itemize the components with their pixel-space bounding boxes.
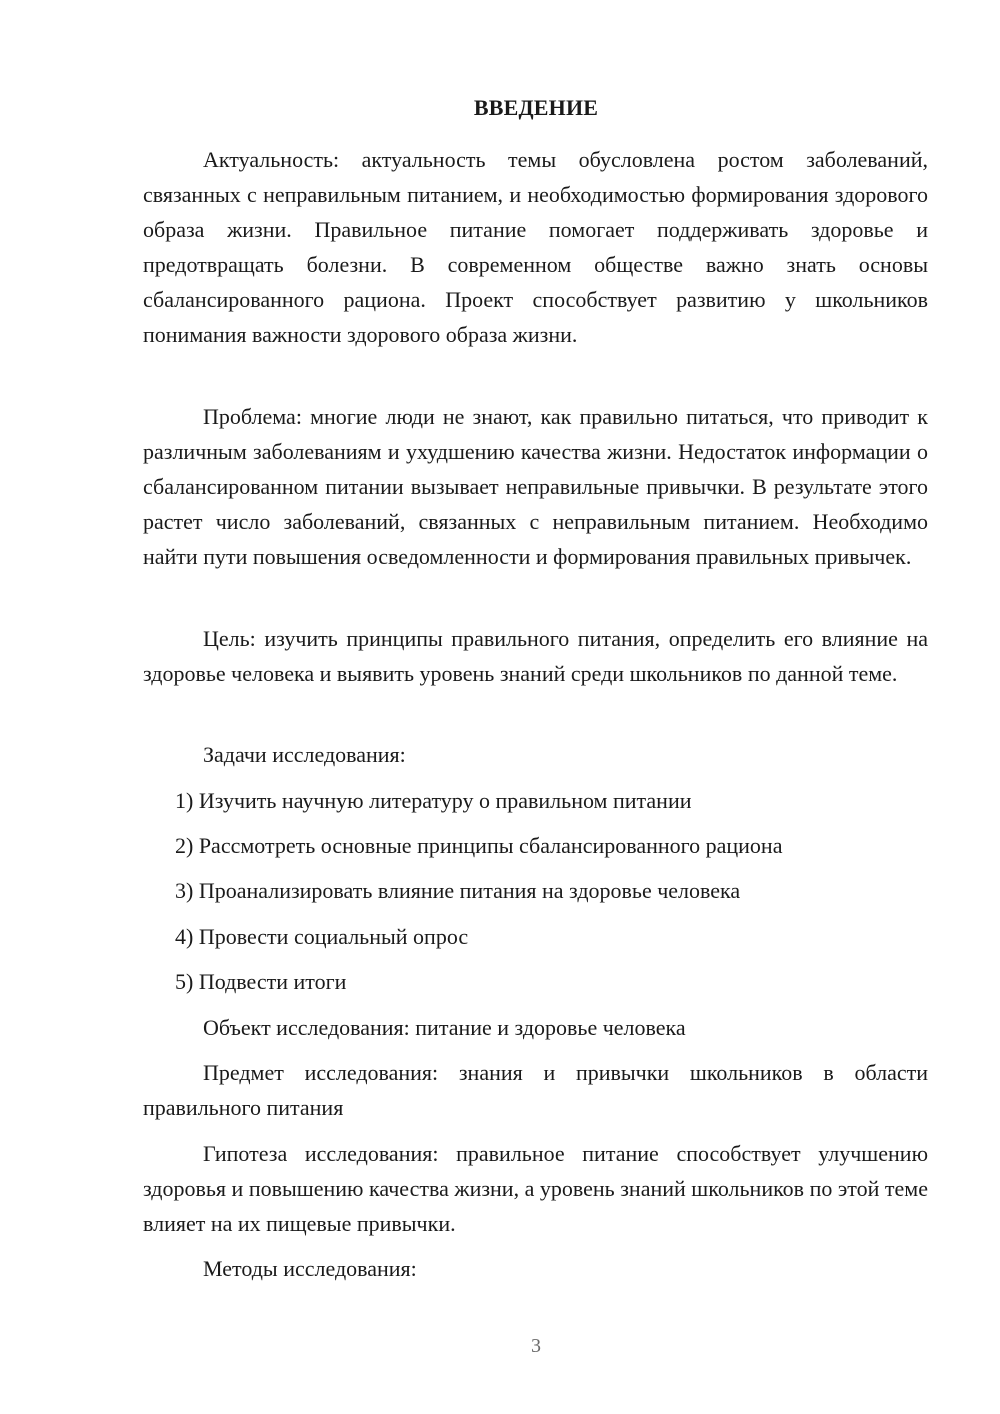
tasks-title: Задачи исследования: xyxy=(203,742,406,767)
list-item: 2) Рассмотреть основные принципы сбалансированного рациона xyxy=(175,833,783,858)
list-item: 4) Провести социальный опрос xyxy=(175,924,469,949)
problem-paragraph: Проблема: многие люди не знают, как правильно питаться, что приводит к различным заболеваниям и ухудшению качества жизни. Недостаток информации о сбалансированном питании вызывает неправильные привычки. В результате этого растет число заболеваний, связанных с неправильным питанием. Необходимо найти пути повышения осведомленности и формирования правильных привычек. xyxy=(143,404,928,569)
relevance-paragraph: Актуальность: актуальность темы обусловлена ростом заболеваний, связанных с неправильным питанием, и необходимостью формирования здорового образа жизни. Правильное питание помогает поддерживать здоровье и предотвращать болезни. В современном обществе важно знать основы сбалансированного рациона. Проект способствует развитию у школьников понимания важности здорового образа жизни. xyxy=(143,147,928,347)
methods-title: Методы исследования: xyxy=(203,1256,417,1281)
list-item: 3) Проанализировать влияние питания на здоровье человека xyxy=(175,878,741,903)
page-title: ВВЕДЕНИЕ xyxy=(473,95,599,120)
list-item: 1) Изучить научную литературу о правильном питании xyxy=(175,788,692,813)
goal-paragraph: Цель: изучить принципы правильного питания, определить его влияние на здоровье человека и выявить уровень знаний среди школьников по данной теме. xyxy=(143,626,928,686)
object-paragraph: Объект исследования: питание и здоровье человека xyxy=(203,1015,686,1040)
list-item: 5) Подвести итоги xyxy=(175,969,347,994)
subject-paragraph: Предмет исследования: знания и привычки школьников в области правильного питания xyxy=(143,1060,928,1120)
hypothesis-paragraph: Гипотеза исследования: правильное питание способствует улучшению здоровья и повышению качества жизни, а уровень знаний школьников по этой теме влияет на их пищевые привычки. xyxy=(143,1141,928,1236)
page-number: 3 xyxy=(531,1335,541,1357)
